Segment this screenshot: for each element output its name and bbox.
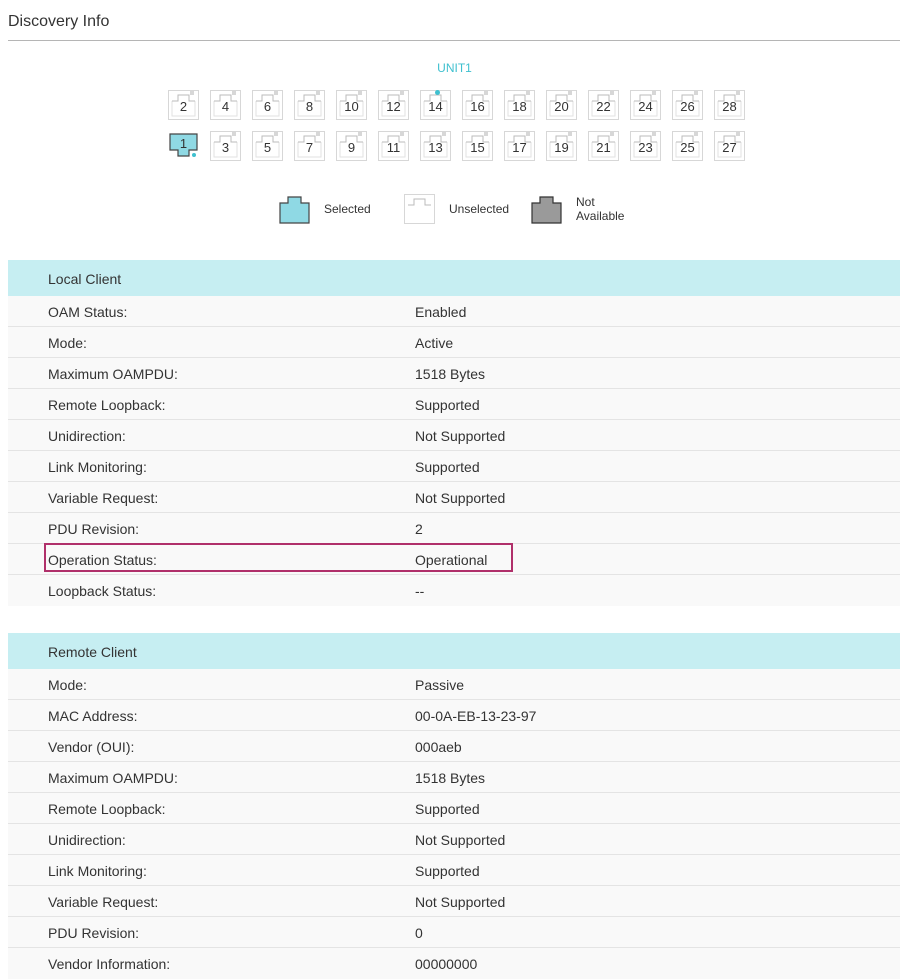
port-9[interactable] (336, 131, 367, 161)
port-status-indicator (442, 132, 446, 136)
port-number: 6 (263, 99, 272, 114)
port-status-indicator (274, 91, 278, 95)
port-number: 8 (305, 99, 314, 114)
port-10[interactable] (336, 90, 367, 120)
row-value: 0 (415, 925, 423, 941)
port-status-indicator (652, 91, 656, 95)
remote-client-title: Remote Client (48, 644, 137, 660)
port-number: 10 (344, 99, 359, 114)
row-label: OAM Status: (48, 304, 128, 320)
port-status-indicator (526, 91, 530, 95)
port-19[interactable] (546, 131, 577, 161)
row-value: Active (415, 335, 454, 351)
port-row-odd (168, 131, 745, 161)
port-number: 15 (470, 140, 485, 155)
port-status-indicator (610, 132, 614, 136)
port-28[interactable] (714, 90, 745, 120)
table-row (8, 824, 900, 855)
port-number: 7 (305, 140, 314, 155)
port-number: 22 (596, 99, 611, 114)
row-value: 1518 Bytes (415, 366, 486, 382)
title-divider (8, 40, 900, 41)
legend-selected (279, 194, 371, 224)
port-status-indicator (358, 132, 362, 136)
operation-status-highlight (44, 543, 513, 572)
port-number: 4 (221, 99, 230, 114)
port-status-indicator (694, 91, 698, 95)
row-label: Unidirection: (48, 428, 126, 444)
table-row (8, 389, 900, 420)
port-number: 21 (596, 140, 611, 155)
port-18[interactable] (504, 90, 535, 120)
port-23[interactable] (630, 131, 661, 161)
port-21[interactable] (588, 131, 619, 161)
table-row (8, 513, 900, 544)
port-8[interactable] (294, 90, 325, 120)
port-14[interactable] (420, 90, 451, 120)
row-value: 2 (415, 521, 423, 537)
row-value: Not Supported (415, 428, 506, 444)
port-number: 25 (680, 140, 695, 155)
legend-not-available-label: Not Available (576, 195, 625, 223)
row-label: PDU Revision: (48, 925, 140, 941)
port-number: 13 (428, 140, 443, 155)
row-value: Enabled (415, 304, 467, 320)
row-label: Maximum OAMPDU: (48, 366, 178, 382)
port-4[interactable] (210, 90, 241, 120)
table-row (8, 420, 900, 451)
port-status-indicator (232, 132, 236, 136)
port-status-indicator (652, 132, 656, 136)
remote-client-header (8, 633, 900, 669)
port-20[interactable] (546, 90, 577, 120)
port-6[interactable] (252, 90, 283, 120)
table-row (8, 917, 900, 948)
legend-selected-label: Selected (324, 202, 371, 216)
row-value: Supported (415, 863, 480, 879)
port-number: 19 (554, 140, 569, 155)
table-row (8, 482, 900, 513)
row-value: Supported (415, 397, 480, 413)
row-label: PDU Revision: (48, 521, 140, 537)
local-client-header (8, 260, 900, 296)
not-available-port-icon (531, 194, 562, 224)
port-status-indicator (484, 91, 488, 95)
row-label: Maximum OAMPDU: (48, 770, 178, 786)
row-label: Operation Status: (48, 552, 157, 568)
table-row (8, 700, 900, 731)
row-label: Vendor Information: (48, 956, 171, 972)
table-row (8, 327, 900, 358)
port-number: 11 (386, 140, 401, 155)
port-status-indicator (526, 132, 530, 136)
port-status-indicator (484, 132, 488, 136)
table-row (8, 296, 900, 327)
port-12[interactable] (378, 90, 409, 120)
port-status-indicator (192, 153, 196, 157)
port-number: 18 (512, 99, 527, 114)
port-status-indicator (358, 91, 362, 95)
port-3[interactable] (210, 131, 241, 161)
row-value: Not Supported (415, 490, 506, 506)
row-label: Mode: (48, 335, 87, 351)
port-status-indicator (274, 132, 278, 136)
port-status-indicator (316, 132, 320, 136)
port-status-indicator (400, 91, 404, 95)
row-label: Loopback Status: (48, 583, 157, 599)
row-value: Supported (415, 459, 480, 475)
port-15[interactable] (462, 131, 493, 161)
port-24[interactable] (630, 90, 661, 120)
table-row (8, 451, 900, 482)
row-label: MAC Address: (48, 708, 138, 724)
row-value: Supported (415, 801, 480, 817)
port-number: 26 (680, 99, 695, 114)
row-label: Vendor (OUI): (48, 739, 135, 755)
port-number: 14 (428, 99, 443, 114)
row-value: Not Supported (415, 832, 506, 848)
row-value: 000aeb (415, 739, 462, 755)
table-row (8, 948, 900, 979)
local-client-title: Local Client (48, 271, 122, 287)
port-status-indicator (568, 132, 572, 136)
port-11[interactable] (378, 131, 409, 161)
port-22[interactable] (588, 90, 619, 120)
port-25[interactable] (672, 131, 703, 161)
row-label: Remote Loopback: (48, 801, 166, 817)
table-row (8, 669, 900, 700)
port-26[interactable] (672, 90, 703, 120)
table-row (8, 358, 900, 389)
unselected-port-icon (404, 194, 435, 224)
row-value: Operational (415, 552, 488, 568)
port-1[interactable] (168, 131, 199, 161)
port-7[interactable] (294, 131, 325, 161)
table-row (8, 762, 900, 793)
table-row (8, 886, 900, 917)
port-27[interactable] (714, 131, 745, 161)
port-status-indicator (694, 132, 698, 136)
row-label: Link Monitoring: (48, 863, 147, 879)
page-title: Discovery Info (8, 13, 110, 30)
port-status-indicator (316, 91, 320, 95)
selected-port-icon (279, 194, 310, 224)
port-status-indicator (736, 132, 740, 136)
legend-unselected (404, 194, 509, 224)
port-number: 28 (722, 99, 737, 114)
port-17[interactable] (504, 131, 535, 161)
port-status-indicator (435, 90, 440, 95)
port-status-indicator (736, 91, 740, 95)
port-status-indicator (610, 91, 614, 95)
row-value: -- (415, 583, 425, 599)
row-label: Unidirection: (48, 832, 126, 848)
port-status-indicator (568, 91, 572, 95)
row-label: Mode: (48, 677, 87, 693)
port-status-indicator (190, 91, 194, 95)
row-value: Passive (415, 677, 465, 693)
port-2[interactable] (168, 90, 199, 120)
row-label: Link Monitoring: (48, 459, 147, 475)
row-value: 00000000 (415, 956, 478, 972)
port-number: 23 (638, 140, 653, 155)
port-number: 24 (638, 99, 653, 114)
legend-unselected-label: Unselected (449, 202, 510, 216)
port-number: 3 (221, 140, 230, 155)
port-number: 9 (347, 140, 356, 155)
port-number: 20 (554, 99, 569, 114)
row-label: Remote Loopback: (48, 397, 166, 413)
port-number: 1 (179, 136, 188, 151)
remote-client-table (8, 669, 900, 979)
port-number: 5 (263, 140, 272, 155)
port-13[interactable] (420, 131, 451, 161)
row-label: Variable Request: (48, 894, 159, 910)
port-status-indicator (400, 132, 404, 136)
port-number: 17 (512, 140, 527, 155)
port-5[interactable] (252, 131, 283, 161)
table-row (8, 731, 900, 762)
legend-not-available (531, 194, 624, 224)
row-value: 00-0A-EB-13-23-97 (415, 708, 537, 724)
port-status-indicator (232, 91, 236, 95)
port-number: 27 (722, 140, 737, 155)
port-16[interactable] (462, 90, 493, 120)
port-row-even (168, 90, 745, 120)
table-row (8, 575, 900, 606)
table-row (8, 855, 900, 886)
row-value: Not Supported (415, 894, 506, 910)
unit-label: UNIT1 (437, 61, 472, 75)
port-number: 2 (179, 99, 188, 114)
port-number: 12 (386, 99, 401, 114)
row-label: Variable Request: (48, 490, 159, 506)
port-number: 16 (470, 99, 485, 114)
row-value: 1518 Bytes (415, 770, 486, 786)
table-row (8, 793, 900, 824)
